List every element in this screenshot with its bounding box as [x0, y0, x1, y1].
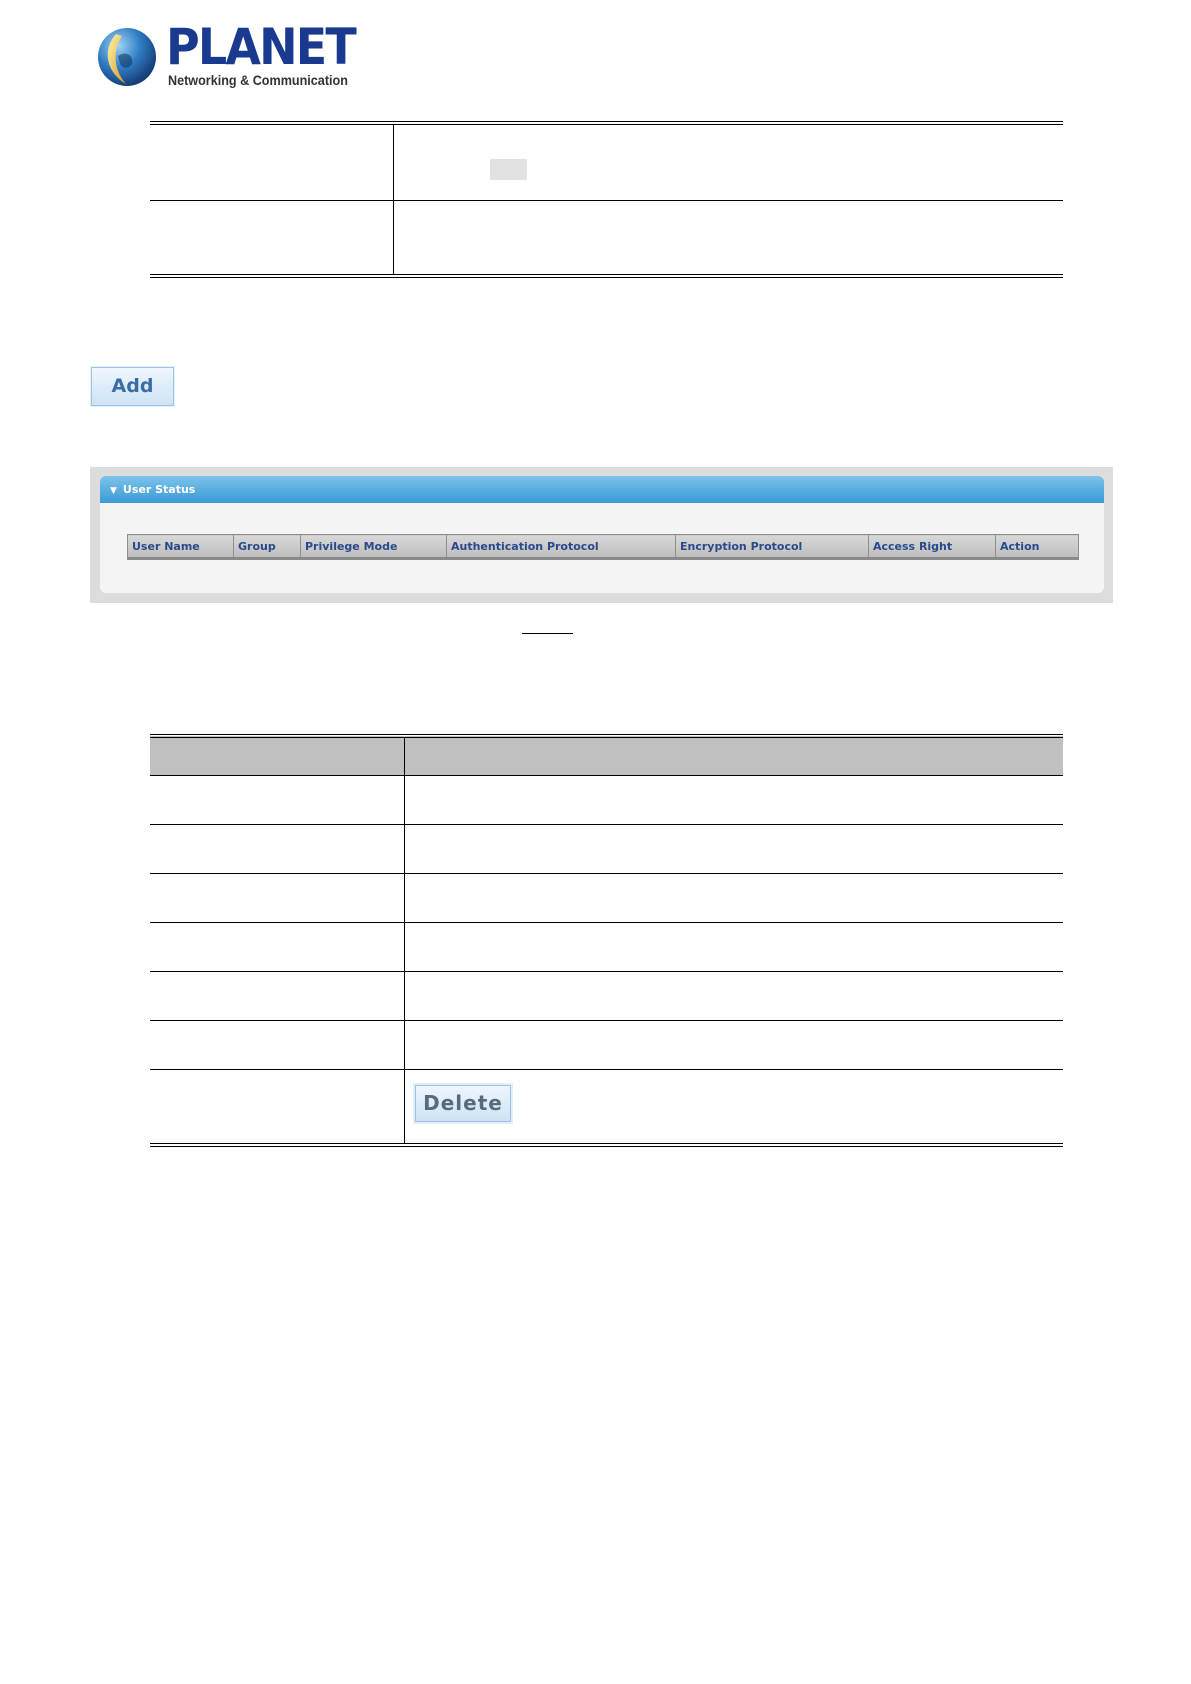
table-header-row	[150, 736, 1063, 776]
table-cell-description	[405, 1070, 1064, 1146]
column-header-group: Group	[234, 535, 301, 559]
table-cell-object	[150, 874, 405, 923]
globe-logo-icon	[96, 26, 158, 88]
logo-wordmark: PLANET	[166, 18, 355, 76]
table-cell-object	[150, 201, 394, 277]
column-header-privilege-mode: Privilege Mode	[301, 535, 447, 559]
panel-header[interactable]	[100, 476, 1104, 503]
panel-title: User Status	[122, 483, 196, 496]
table-row	[150, 972, 1063, 1021]
table-cell-object	[150, 923, 405, 972]
table-row	[150, 123, 1063, 201]
column-header-authentication-protocol: Authentication Protocol	[447, 535, 676, 559]
add-button[interactable]: Add	[91, 367, 174, 406]
table-header-cell-description	[405, 736, 1064, 776]
parameter-table-bottom	[150, 734, 1063, 1147]
parameter-table-top	[150, 121, 1063, 278]
table-row	[150, 1021, 1063, 1070]
planet-logo	[96, 18, 356, 94]
table-cell-description	[405, 825, 1064, 874]
table-cell-description	[405, 874, 1064, 923]
user-status-panel	[100, 476, 1104, 593]
collapse-arrow-icon[interactable]: ▼	[110, 486, 117, 496]
column-header-action: Action	[996, 535, 1079, 559]
table-cell-object	[150, 1070, 405, 1146]
table-cell-object	[150, 1021, 405, 1070]
table-row	[150, 923, 1063, 972]
table-cell-object	[150, 825, 405, 874]
table-cell-description	[405, 923, 1064, 972]
logo-tagline: Networking & Communication	[168, 72, 348, 88]
user-status-table	[127, 534, 1079, 560]
table-row	[150, 776, 1063, 825]
table-row	[150, 201, 1063, 277]
table-cell-description	[405, 776, 1064, 825]
table-cell-description	[394, 201, 1064, 277]
table-header-row	[128, 535, 1079, 559]
table-header-cell-object	[150, 736, 405, 776]
table-row	[150, 825, 1063, 874]
caption-underline	[522, 633, 573, 634]
table-cell-description	[405, 972, 1064, 1021]
column-header-user-name: User Name	[128, 535, 234, 559]
table-cell-object	[150, 123, 394, 201]
column-header-encryption-protocol: Encryption Protocol	[676, 535, 869, 559]
column-header-access-right: Access Right	[869, 535, 996, 559]
user-status-screenshot	[90, 467, 1113, 603]
table-cell-object	[150, 972, 405, 1021]
table-cell-object	[150, 776, 405, 825]
table-cell-description	[394, 123, 1064, 201]
table-cell-description	[405, 1021, 1064, 1070]
table-row	[150, 874, 1063, 923]
delete-button[interactable]: Delete	[415, 1085, 511, 1122]
table-row	[150, 1070, 1063, 1146]
button-swatch	[490, 159, 527, 180]
